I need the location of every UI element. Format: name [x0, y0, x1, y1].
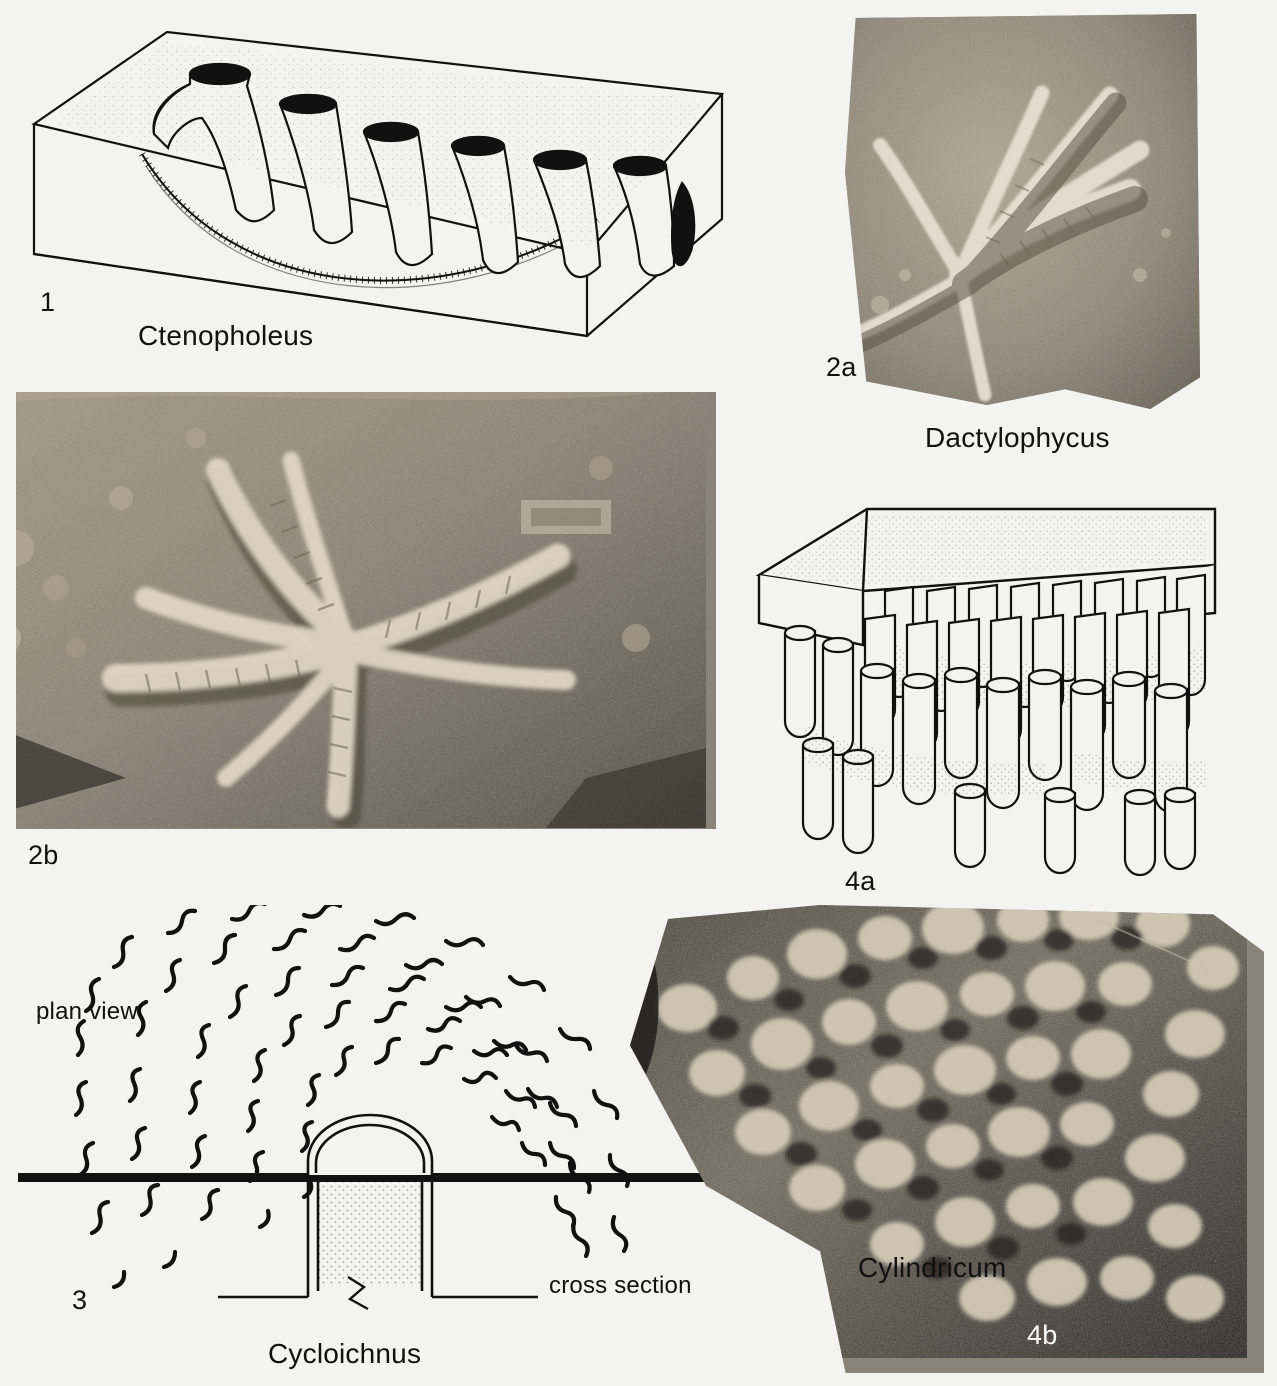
- figure-4a-cylindricum-drawing: [745, 495, 1225, 895]
- figure-4b-photo: [630, 905, 1264, 1373]
- figure-3-cross-section-note: cross section: [549, 1272, 692, 1299]
- figure-1-label: 1: [40, 287, 56, 317]
- figure-2b-label: 2b: [28, 840, 59, 870]
- figure-3-label: 3: [72, 1285, 88, 1315]
- figure-3-name: Cycloichnus: [268, 1338, 422, 1369]
- figure-2a-label: 2a: [826, 352, 857, 382]
- figure-4b-name: Cylindricum: [858, 1252, 1007, 1283]
- figure-1-ctenopholeus-drawing: [22, 14, 752, 364]
- figure-2a-photo: [845, 14, 1200, 409]
- figure-2b-photo: [16, 392, 716, 829]
- figure-3-plan-view-note: plan view: [36, 998, 138, 1025]
- figure-1-name: Ctenopholeus: [138, 320, 314, 351]
- figure-2a-name: Dactylophycus: [925, 422, 1110, 453]
- figure-4a-label: 4a: [845, 866, 876, 896]
- figure-4b-label: 4b: [1027, 1320, 1058, 1350]
- figure-3-cycloichnus-drawing: [18, 905, 718, 1335]
